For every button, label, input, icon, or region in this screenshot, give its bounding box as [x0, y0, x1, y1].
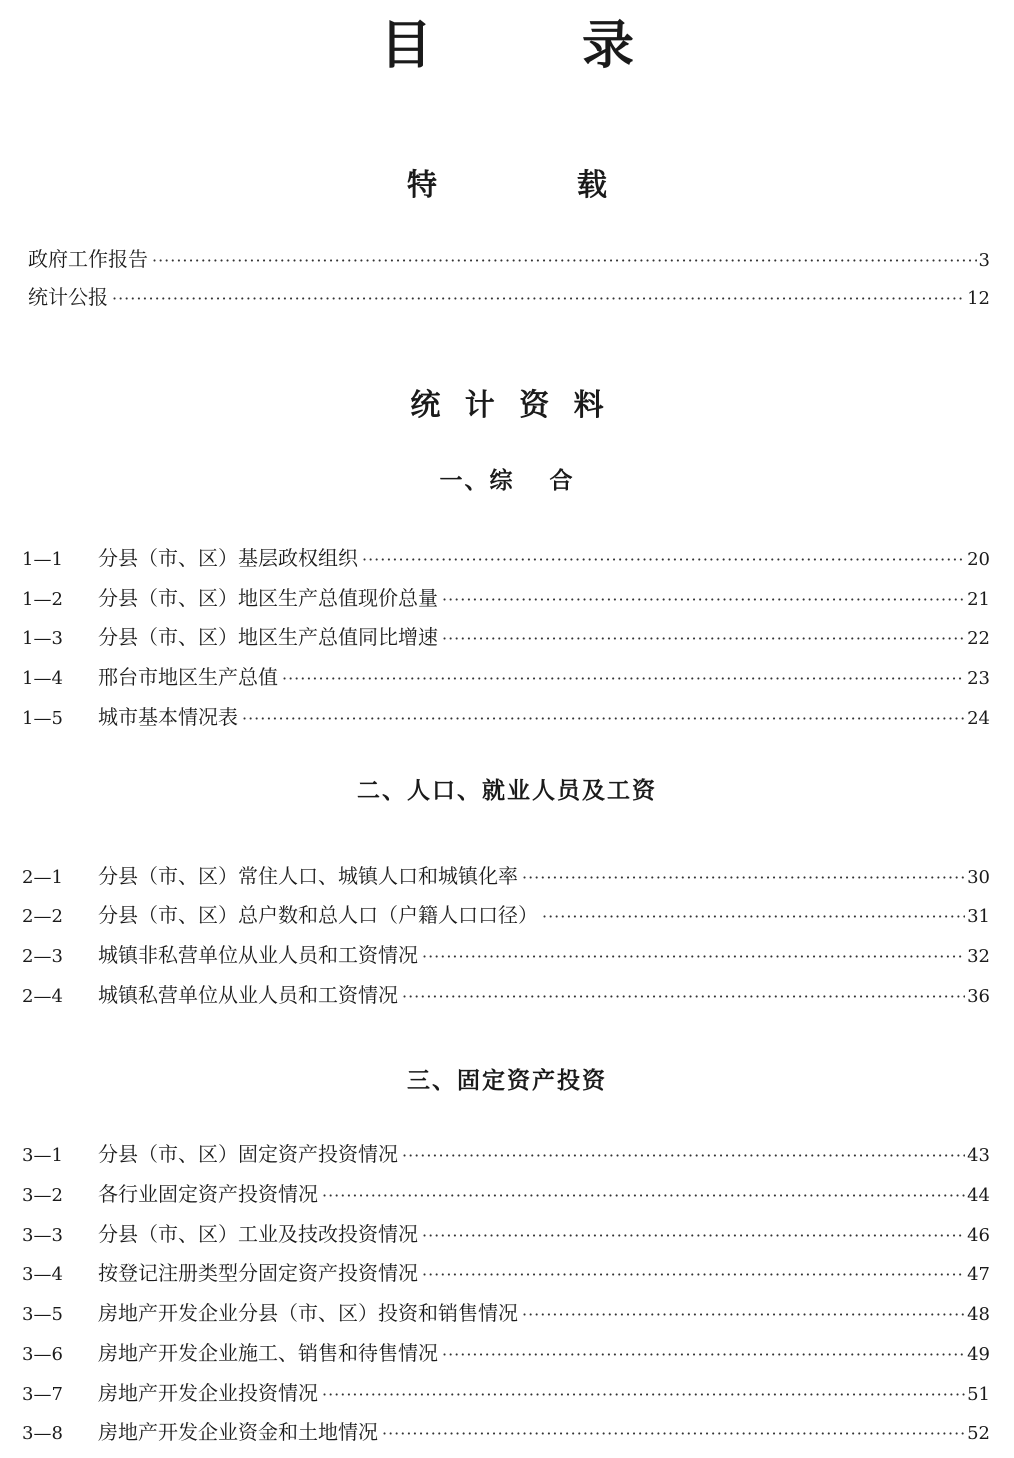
page-title-char-1: 目: [379, 16, 432, 76]
toc-entry-title: 按登记注册类型分固定资产投资情况: [98, 1261, 418, 1285]
special-heading-char-1: 特: [407, 168, 437, 203]
toc-entry-number: 1—2: [22, 589, 63, 610]
toc-entry[interactable]: [22, 1139, 990, 1169]
leader-dots: [522, 1300, 965, 1330]
toc-entry-number: 2—2: [22, 906, 63, 927]
toc-entry[interactable]: [22, 662, 990, 692]
special-heading-char-2: 载: [577, 168, 607, 203]
leader-dots: [542, 902, 965, 932]
toc-entry-page: 49: [967, 1344, 990, 1365]
subsection-heading: 二、人口、就业人员及工资: [357, 778, 657, 804]
leader-dots: [522, 863, 965, 893]
leader-dots: [362, 545, 965, 575]
leader-dots: [152, 246, 977, 276]
leader-dots: [322, 1380, 965, 1410]
toc-entry[interactable]: [22, 1179, 990, 1209]
leader-dots: [402, 1141, 965, 1171]
toc-entry-title: 分县（市、区）总户数和总人口（户籍人口口径）: [98, 903, 538, 927]
leader-dots: [442, 1340, 965, 1370]
toc-entry-number: 3—4: [22, 1264, 63, 1285]
toc-entry[interactable]: [28, 282, 990, 312]
toc-entry[interactable]: [22, 1378, 990, 1408]
toc-entry-title: 邢台市地区生产总值: [98, 665, 278, 689]
toc-entry-number: 1—5: [22, 708, 63, 729]
leader-dots: [382, 1419, 965, 1449]
toc-entry[interactable]: [22, 1219, 990, 1249]
toc-entry-number: 3—3: [22, 1225, 63, 1246]
leader-dots: [322, 1181, 965, 1211]
toc-entry[interactable]: [28, 244, 990, 274]
toc-entry[interactable]: [22, 702, 990, 732]
toc-entry[interactable]: [22, 1338, 990, 1368]
toc-entry-page: 48: [967, 1304, 990, 1325]
toc-entry[interactable]: [22, 543, 990, 573]
toc-entry-page: 24: [967, 708, 990, 729]
toc-entry[interactable]: [22, 980, 990, 1010]
toc-entry-page: 23: [967, 668, 990, 689]
leader-dots: [422, 1260, 965, 1290]
toc-entry-title: 分县（市、区）地区生产总值现价总量: [98, 586, 438, 610]
section-heading-special: [0, 166, 1014, 206]
leader-dots: [422, 1221, 965, 1251]
toc-entry-page: 47: [967, 1264, 990, 1285]
toc-entry[interactable]: [22, 622, 990, 652]
toc-entry-title: 分县（市、区）工业及技改投资情况: [98, 1222, 418, 1246]
toc-entry-number: 3—5: [22, 1304, 63, 1325]
toc-entry-title: 分县（市、区）固定资产投资情况: [98, 1142, 398, 1166]
toc-entry-page: 46: [967, 1225, 990, 1246]
toc-entry-page: 20: [967, 549, 990, 570]
leader-dots: [282, 664, 965, 694]
toc-entry-page: 36: [967, 986, 990, 1007]
toc-entry-title: 政府工作报告: [28, 247, 148, 271]
toc-entry-page: 3: [978, 250, 990, 271]
toc-entry[interactable]: [22, 940, 990, 970]
toc-entry-title: 房地产开发企业投资情况: [98, 1381, 318, 1405]
toc-entry[interactable]: [22, 861, 990, 891]
toc-entry-number: 2—3: [22, 946, 63, 967]
toc-entry-title: 房地产开发企业施工、销售和待售情况: [98, 1341, 438, 1365]
toc-entry-title: 分县（市、区）常住人口、城镇人口和城镇化率: [98, 864, 518, 888]
toc-entry-number: 2—4: [22, 986, 63, 1007]
toc-entry-number: 3—6: [22, 1344, 63, 1365]
toc-entry-title: 各行业固定资产投资情况: [98, 1182, 318, 1206]
toc-entry-number: 3—1: [22, 1145, 63, 1166]
toc-entry[interactable]: [22, 583, 990, 613]
leader-dots: [442, 624, 965, 654]
leader-dots: [442, 585, 965, 615]
toc-entry-number: 3—7: [22, 1384, 63, 1405]
page-title-char-2: 录: [582, 16, 635, 76]
toc-entry-title: 房地产开发企业资金和土地情况: [98, 1420, 378, 1444]
toc-entry-title: 城市基本情况表: [98, 705, 238, 729]
toc-entry-page: 22: [967, 628, 990, 649]
toc-entry-page: 31: [967, 906, 990, 927]
toc-entry-page: 30: [967, 867, 990, 888]
toc-entry-title: 城镇私营单位从业人员和工资情况: [98, 983, 398, 1007]
leader-dots: [112, 284, 965, 314]
toc-entry-title: 分县（市、区）基层政权组织: [98, 546, 358, 570]
page-title: [0, 14, 1014, 78]
toc-entry-page: 21: [967, 589, 990, 610]
toc-entry-title: 统计公报: [28, 285, 108, 309]
toc-entry-number: 1—3: [22, 628, 63, 649]
toc-entry-page: 32: [967, 946, 990, 967]
toc-entry[interactable]: [22, 1258, 990, 1288]
toc-entry-title: 城镇非私营单位从业人员和工资情况: [98, 943, 418, 967]
toc-entry-number: 2—1: [22, 867, 63, 888]
toc-entry[interactable]: [22, 900, 990, 930]
toc-entry[interactable]: [22, 1298, 990, 1328]
leader-dots: [242, 704, 965, 734]
toc-entry-page: 43: [967, 1145, 990, 1166]
leader-dots: [422, 942, 965, 972]
toc-entry-page: 51: [967, 1384, 990, 1405]
toc-entry-number: 3—8: [22, 1423, 63, 1444]
toc-entry-title: 房地产开发企业分县（市、区）投资和销售情况: [98, 1301, 518, 1325]
toc-entry-number: 3—2: [22, 1185, 63, 1206]
toc-entry[interactable]: [22, 1417, 990, 1447]
toc-entry-page: 44: [967, 1185, 990, 1206]
toc-entry-title: 分县（市、区）地区生产总值同比增速: [98, 625, 438, 649]
toc-entry-number: 1—4: [22, 668, 63, 689]
section-heading-stats: 统 计 资 料: [410, 388, 604, 423]
subsection-heading: 三、固定资产投资: [407, 1068, 607, 1094]
subsection-heading: 一、综 合: [439, 468, 575, 494]
leader-dots: [402, 982, 965, 1012]
toc-entry-page: 12: [967, 288, 990, 309]
toc-entry-number: 1—1: [22, 549, 63, 570]
toc-entry-page: 52: [967, 1423, 990, 1444]
